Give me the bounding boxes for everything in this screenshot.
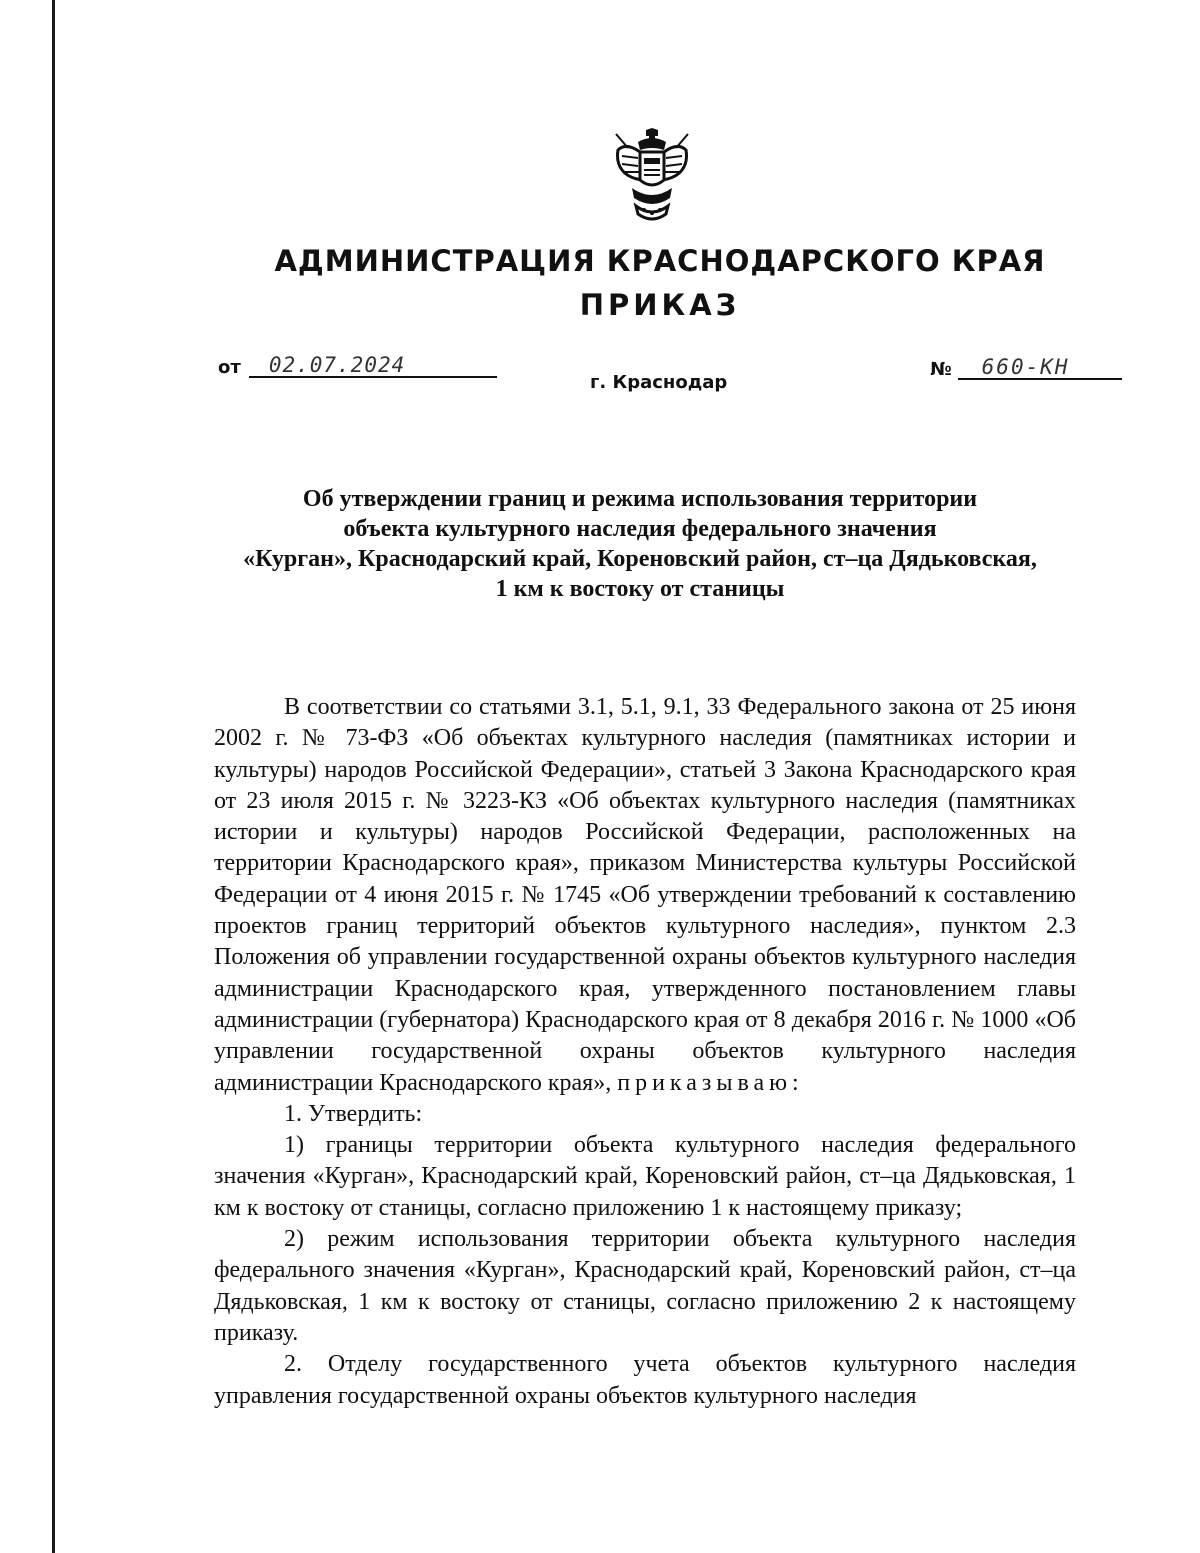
subject-line: Об утверждении границ и режима использования территории (302, 486, 978, 512)
item-1-1: 1) границы территории объекта культурного наследия федерального значения «Курган», Краснодарский край, Кореновский район, ст–ца Дядьковская, 1 км к востоку от станицы, согласно приложению 1 к настоящему приказу; (214, 1132, 1076, 1221)
number-value: 660-КН (958, 356, 1122, 380)
date-prefix: от (218, 357, 241, 378)
scan-edge (52, 0, 55, 1553)
item-1: 1. Утвердить: (284, 1100, 423, 1127)
document-type: ПРИКАЗ (579, 288, 741, 322)
preamble-paragraph (214, 692, 1076, 1099)
subject-line: объекта культурного наследия федерального значения (343, 516, 937, 542)
subject-line: «Курган», Краснодарский край, Кореновский район, ст–ца Дядьковская, (243, 546, 1037, 572)
date-value: 02.07.2024 (249, 354, 497, 378)
preamble-text: В соответствии со статьями 3.1, 5.1, 9.1, 33 Федерального закона от 25 июня 2002 г. № 73-ФЗ «Об объектах культурного наследия (памятниках истории и культуры) народов Российской Федерации», статьей 3 Закона Краснодарского края от 23 июля 2015 г. № 3223-КЗ «Об объектах культурного наследия (памятниках истории и культуры) народов Российской Федерации, расположенных на территории Краснодарского края», приказом Министерства культуры Российской Федерации от 4 июня 2015 г. № 1745 «Об утверждении требований к составлению проектов границ территорий объектов культурного наследия», пунктом 2.3 Положения об управлении государственной охраны объектов культурного наследия администрации Краснодарского края, утвержденного постановлением главы администрации (губернатора) Краснодарского края от 8 декабря 2016 г. № 1000 «Об управлении государственной охраны объектов культурного наследия администрации Краснодарского края», (214, 694, 1076, 1096)
coat-of-arms-icon (614, 128, 690, 224)
number-row (930, 356, 1122, 380)
organization-title: АДМИНИСТРАЦИЯ КРАСНОДАРСКОГО КРАЯ (274, 244, 1046, 278)
city: г. Краснодар (590, 372, 728, 393)
document-subject (200, 484, 1080, 604)
document-body (214, 692, 1076, 1412)
date-row (218, 354, 497, 378)
item-2: 2. Отделу государственного учета объектов культурного наследия управления государственной охраны объектов культурного наследия (214, 1351, 1076, 1409)
item-1-2: 2) режим использования территории объекта культурного наследия федерального значения «Курган», Краснодарский край, Кореновский район, ст–ца Дядьковская, 1 км к востоку от станицы, согласно приложению 2 к настоящему приказу. (214, 1226, 1076, 1346)
order-word: приказываю: (617, 1069, 804, 1096)
number-prefix: № (930, 359, 952, 380)
subject-line: 1 км к востоку от станицы (495, 576, 785, 602)
